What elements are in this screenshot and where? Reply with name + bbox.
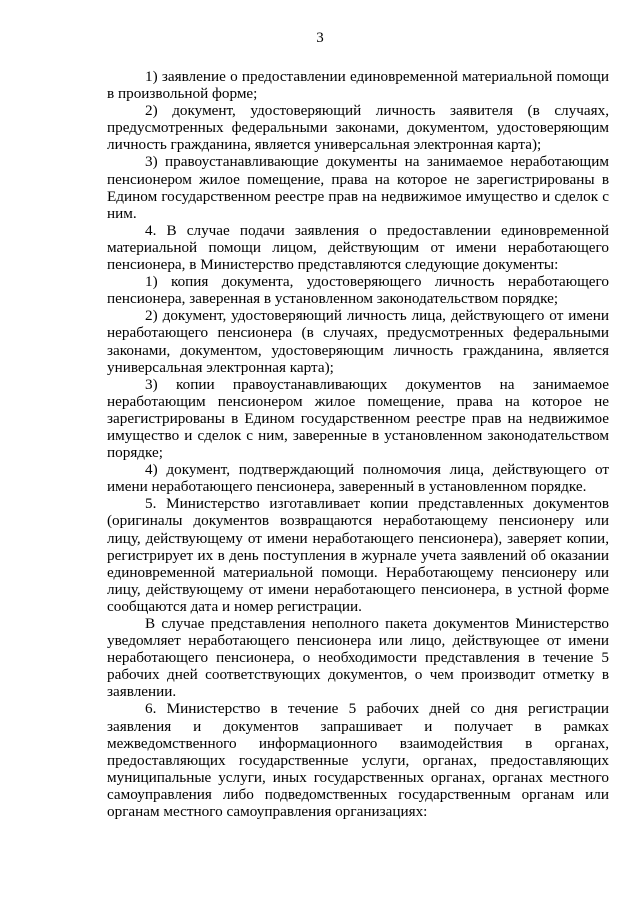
paragraph-clause-4-item-2: 2) документ, удостоверяющий личность лица, действующего от имени неработающего пенсионера (в случаях, предусмотренных федеральными законами, документом, удостоверяющим личность гражданина, является универсальная электронная карта);	[107, 307, 609, 376]
paragraph-clause-4-item-3: 3) копии правоустанавливающих документов на занимаемое неработающим пенсионером жилое помещение, права на которое не зарегистрированы в Едином государственном реестре прав на недвижимое имущество и сделок с ним, заверенные в установленном законодательством порядке;	[107, 375, 609, 462]
paragraph-clause-5: 5. Министерство изготавливает копии представленных документов (оригиналы документов возвращаются неработающему пенсионеру или лицу, действующему от имени неработающего пенсионера), заверяет копии, регистрирует их в день поступления в журнале учета заявлений об оказании единовременной материальной помощи. Неработающему пенсионеру или лицу, действующему от имени неработающего пенсионера, в устной форме сообщаются дата и номер регистрации.	[107, 495, 609, 615]
paragraph-clause-4-item-1: 1) копия документа, удостоверяющего личность неработающего пенсионера, заверенная в установленном законодательством порядке;	[107, 273, 609, 308]
paragraph-item-2: 2) документ, удостоверяющий личность заявителя (в случаях, предусмотренных федеральными законами, документом, удостоверяющим личность гражданина, является универсальная электронная карта);	[107, 102, 609, 154]
paragraph-item-3: 3) правоустанавливающие документы на занимаемое неработающим пенсионером жилое помещение, права на которое не зарегистрированы в Едином государственном реестре прав на недвижимое имущество и сделок с ним.	[107, 153, 609, 222]
page-number: 3	[316, 30, 324, 46]
paragraph-clause-6: 6. Министерство в течение 5 рабочих дней со дня регистрации заявления и документов запрашивает и получает в рамках межведомственного информационного взаимодействия в органах, предоставляющих государственные услуги, органах, предоставляющих муниципальные услуги, иных государственных органах, органах местного самоуправления либо подведомственных государственным органам или органам местного самоуправления организациях:	[107, 700, 609, 821]
paragraph-clause-4: 4. В случае подачи заявления о предоставлении единовременной материальной помощи лицом, действующим от имени неработающего пенсионера, в Министерство представляются следующие документы:	[107, 221, 609, 274]
paragraph-incomplete-package: В случае представления неполного пакета документов Министерство уведомляет неработающего пенсионера или лицо, действующее от имени неработающего пенсионера, о необходимости представления в течение 5 рабочих дней соответствующих документов, о чем производит отметку в заявлении.	[107, 615, 609, 701]
paragraph-item-1: 1) заявление о предоставлении единовременной материальной помощи в произвольной форме;	[107, 68, 609, 103]
paragraph-clause-4-item-4: 4) документ, подтверждающий полномочия лица, действующего от имени неработающего пенсионера, заверенный в установленном порядке.	[107, 461, 609, 496]
document-body	[107, 68, 609, 820]
